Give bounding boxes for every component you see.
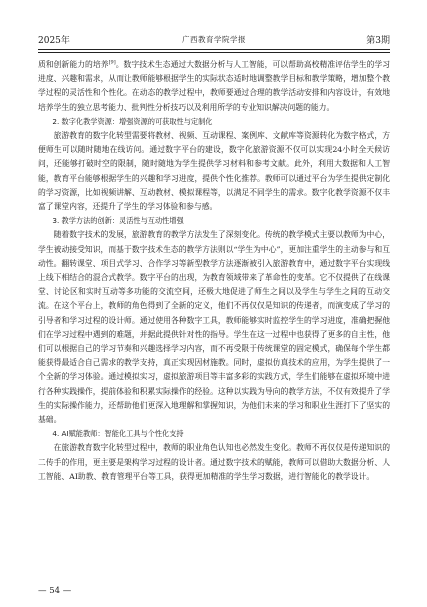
header-year: 2025年	[38, 36, 70, 46]
page-number: — 54 —	[38, 586, 72, 596]
running-header	[38, 30, 390, 46]
paragraph-digital-resources: 旅游教育的数字化转型需要将教材、视频、互动课程、案例库、文献库等资源转化为数字格式，方便师生可以随时随地在线访问。通过数字平台的建设，数字化旅游资源不仅可以实现24小时全天候访问，还能够打破时空的限制，随时随地为学生提供学习材料和参考文献。此外，利用大数据和人工智能，教育平台能够根据学生的兴趣和学习进度，提供个性化推荐。教师可以通过平台为学生提供定制化的学习资源，比如视频讲解、互动教材、模拟课程等，以满足不同学生的需求。数字化教学资源不仅丰富了课堂内容，还提升了学生的学习体验和参与感。	[38, 131, 390, 212]
citation-marker: [9]	[108, 59, 116, 66]
header-journal-title: 广西教育学院学报	[182, 35, 246, 44]
paragraph-teaching-methods: 随着数字技术的发展，旅游教育的教学方法发生了深刻变化。传统的教学模式主要以教师为中心，学生被动接受知识，而基于数字技术生态的教学方法则以“学生为中心”，更加注重学生的主动参与和互动性。翻转课堂、项目式学习、合作学习等新型教学方法逐渐被引入旅游教育中，通过数字平台实现线上线下相结合的混合式教学。数字平台的出现，为教育领域带来了革命性的变革。它不仅提供了在线课堂、讨论区和实时互动等多功能的交流空间，还极大地促进了师生之间以及学生与学生之间的互动交流。在这个平台上，教师的角色得到了全新的定义，他们不再仅仅是知识的传递者，而演变成了学习的引导者和学习过程的设计师。通过使用各种数字工具，教师能够实时监控学生的学习进度，准确把握他们在学习过程中遇到的难题，并据此提供针对性的指导。学生在这一过程中也获得了更多的自主性，他们可以根据自己的学习节奏和兴趣选择学习内容，而不再受限于传统课堂的固定模式，确保每个学生都能获得最适合自己需求的教学支持，真正实现因材施教。同时，虚拟仿真技术的应用，为学生提供了一个全新的学习体验。通过模拟实习，虚拟旅游项目等丰富多彩的实践方式，学生们能够在虚拟环境中进行各种实践操作，提前体验和积累实际操作的经验。这种以实践为导向的教学方法，不仅有效提升了学生的实际操作能力，还帮助他们更深入地理解和掌握知识，为他们未来的学习和职业生涯打下了坚实的基础。	[38, 230, 390, 425]
section-heading-3: 3. 教学方法的创新：灵活性与互动性增强	[52, 216, 184, 226]
paragraph-text: 质和创新能力的培养	[38, 60, 109, 69]
section-heading-4: 4. AI赋能教师：智能化工具与个性化支持	[52, 429, 184, 439]
article-body	[38, 58, 390, 484]
paragraph-text-tail: 。数字技术生态通过大数据分析与人工智能，可以帮助高校精准评估学生的学习进度、兴趣和需求，从而让教师能够根据学生的实际状态适时地调整教学目标和教学策略，增加整个教学过程的灵活性和个性化。在动态的教学过程中，教师要通过合理的教学活动安排和内容设计，有效地培养学生的独立思考能力、批判性分析技巧以及利用所学的专业知识解决问题的能力。	[38, 60, 391, 112]
header-rule-thick	[38, 49, 390, 50]
paragraph-ai-teachers: 在旅游教育数字化转型过程中，教师的职业角色认知也必然发生变化。教师不再仅仅是传递知识的二传手的作用，更主要是架构学习过程的设计者。通过数字技术的赋能，教师可以借助大数据分析、人工智能、AI助教、教育管理平台等工具，获得更加精准的学生学习数据，进行智能化的教学设计。	[38, 443, 390, 481]
header-issue: 第3期	[366, 36, 390, 46]
paragraph-continued	[38, 58, 390, 115]
header-rule-thin	[38, 52, 390, 53]
section-heading-2: 2. 数字化教学资源：增强资源的可获取性与定制化	[52, 116, 213, 126]
